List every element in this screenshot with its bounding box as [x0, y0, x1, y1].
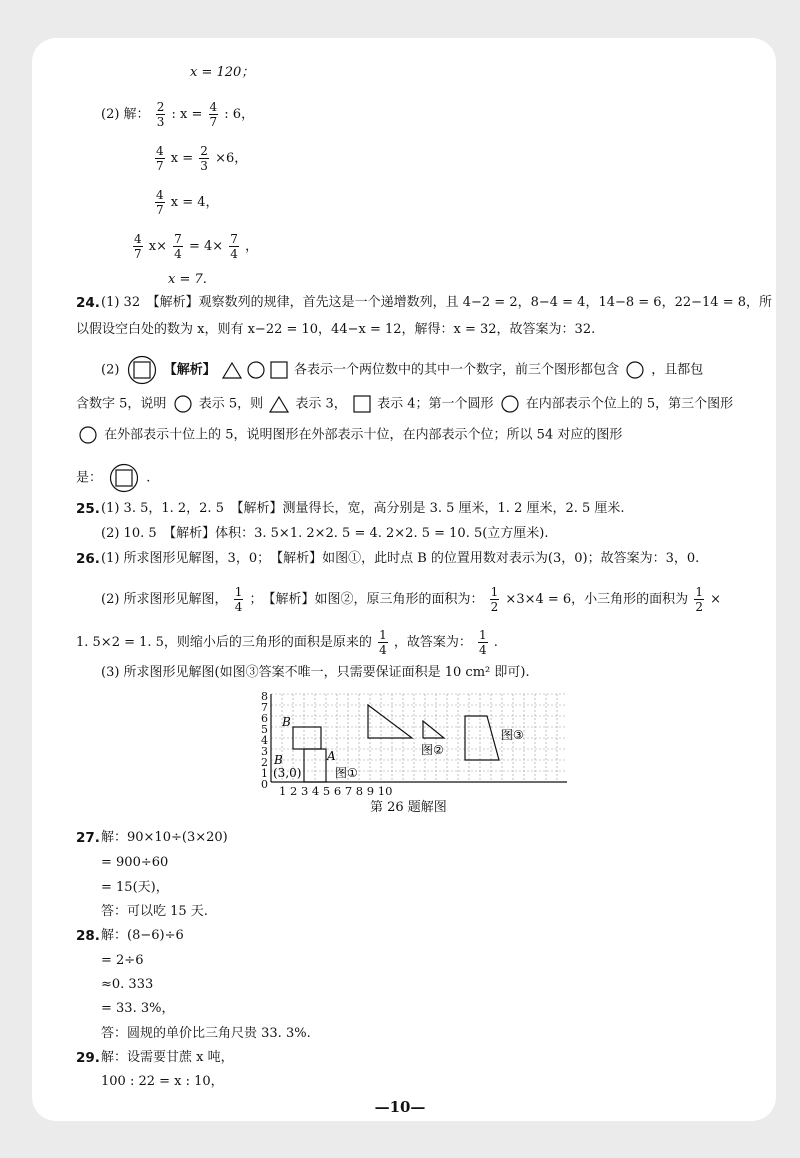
- question-number-26: 26.: [76, 551, 100, 567]
- y-tick-label: 6: [261, 712, 268, 725]
- fraction: $\frac{7}{4}$: [174, 232, 182, 261]
- triangle-icon: [269, 395, 289, 413]
- y-tick-label: 5: [261, 723, 268, 736]
- eq-line-2: (2) 解： $\frac{2}{3}$ : x = $\frac{4}{7}$ : 6，: [101, 100, 255, 129]
- triangle-icon: [222, 361, 242, 379]
- square-icon: [270, 361, 288, 379]
- grid-diagram: [255, 690, 575, 798]
- point-label-b: B: [282, 715, 291, 729]
- question-number-25: 25.: [76, 501, 100, 517]
- q24-line-c: (2) 【解析】 各表示一个两位数中的其中一个数字，前三个图形都包含 ，且都包: [101, 355, 703, 385]
- q26-line-b: (2) 所求图形见解图， $\frac{1}{4}$ ； 【解析】如图②，原三角形的面积为： $\frac{1}{2}$ ×3×4 = 6，小三角形的面积为 $\frac{1}{2}$ ×: [101, 585, 722, 614]
- q29-line-a: 解：设需要甘蔗 x 吨，: [101, 1050, 234, 1065]
- coordinate-label: (3,0): [273, 766, 302, 780]
- fraction: $\frac{2}{3}$: [156, 100, 165, 129]
- question-number-24: 24.: [76, 295, 100, 311]
- eq-line-6: x = 7.: [168, 272, 207, 287]
- circle-icon: [246, 361, 266, 379]
- circle-icon: [78, 426, 98, 444]
- circle-icon: [625, 361, 645, 379]
- circle-square-icon: [126, 355, 158, 385]
- q27-line-d: 答：可以吃 15 天.: [101, 904, 208, 919]
- page-number: —10—: [374, 1098, 426, 1116]
- fraction: $\frac{1}{2}$: [695, 585, 703, 614]
- q29-line-b: 100 : 22 = x : 10，: [101, 1074, 224, 1089]
- fraction: $\frac{1}{2}$: [490, 585, 499, 614]
- triangle-shape: [368, 705, 412, 738]
- y-tick-label: 7: [261, 701, 268, 714]
- fraction: $\frac{7}{4}$: [230, 232, 238, 261]
- fraction: $\frac{1}{4}$: [234, 585, 243, 614]
- y-tick-label: 0: [261, 778, 268, 791]
- q26-line-a: (1) 所求图形见解图，3，0； 【解析】如图①，此时点 B 的位置用数对表示为(3，0)；故答案为：3，0.: [101, 551, 700, 566]
- rectangle-shape: [304, 749, 326, 782]
- q28-line-e: 答：圆规的单价比三角尺贵 33. 3%.: [101, 1026, 311, 1041]
- figure-caption: 第 26 题解图: [370, 800, 447, 815]
- q28-line-a: 解：(8−6)÷6: [101, 928, 184, 943]
- y-tick-label: 1: [261, 767, 268, 780]
- q24-line-b: 以假设空白处的数为 x，则有 x−22 = 10，44−x = 12，解得：x = 32，故答案为：32.: [76, 322, 596, 337]
- q26-line-c: 1. 5×2 = 1. 5，则缩小后的三角形的面积是原来的 $\frac{1}{4}$ ，故答案为： $\frac{1}{4}$ .: [76, 628, 498, 657]
- q24-line-e: 在外部表示十位上的 5，说明图形在外部表示十位，在内部表示个位；所以 54 对应的图形: [76, 426, 622, 444]
- point-label-a: A: [327, 749, 336, 763]
- circle-icon: [173, 395, 193, 413]
- y-tick-labels: [261, 690, 268, 791]
- eq-line-5: $\frac{4}{7}$ x× $\frac{7}{4}$ = 4× $\frac{7}{4}$ ，: [134, 232, 259, 261]
- question-number-27: 27.: [76, 830, 100, 846]
- q24-line-d: 含数字 5，说明 表示 5，则 表示 3， 表示 4；第一个圆形 在内部表示个位上的 5，第三个图形: [76, 396, 734, 412]
- question-number-28: 28.: [76, 928, 100, 944]
- eq-line-1: x = 120；: [190, 65, 255, 80]
- triangle-shape: [423, 721, 444, 738]
- fraction: $\frac{4}{7}$: [156, 144, 164, 173]
- eq-line-3: $\frac{4}{7}$ x = $\frac{2}{3}$ ×6，: [156, 144, 248, 173]
- y-tick-label: 2: [261, 756, 268, 769]
- x-tick-labels: 1 2 3 4 5 6 7 8 9 10: [279, 784, 393, 798]
- circle-square-icon: [108, 463, 140, 493]
- q27-line-a: 解：90×10÷(3×20): [101, 830, 228, 845]
- figure-label-2: 图②: [421, 743, 444, 757]
- q28-line-d: = 33. 3%，: [101, 1001, 175, 1016]
- q26-line-d: (3) 所求图形见解图(如图③答案不唯一，只需要保证面积是 10 cm² 即可).: [101, 665, 530, 680]
- fraction: $\frac{4}{7}$: [156, 188, 164, 217]
- figure-label-1: 图①: [335, 766, 358, 780]
- figure-label-3: 图③: [501, 728, 524, 742]
- question-number-29: 29.: [76, 1050, 100, 1066]
- fraction: $\frac{4}{7}$: [209, 100, 218, 129]
- eq-line-4: $\frac{4}{7}$ x = 4，: [156, 188, 219, 217]
- fraction: $\frac{4}{7}$: [134, 232, 142, 261]
- q28-line-c: ≈0. 333: [101, 977, 154, 992]
- q24-line-a: (1) 32 【解析】观察数列的规律，首先这是一个递增数列，且 4−2 = 2，8−4 = 4，14−8 = 6，22−14 = 8，所: [101, 295, 772, 310]
- y-tick-label: 3: [261, 745, 268, 758]
- q28-line-b: = 2÷6: [101, 953, 144, 968]
- y-tick-label: 4: [261, 734, 268, 747]
- q27-line-c: = 15(天)，: [101, 880, 169, 895]
- fraction: $\frac{1}{4}$: [479, 628, 487, 657]
- fraction: $\frac{1}{4}$: [379, 628, 387, 657]
- y-tick-label: 8: [261, 690, 268, 703]
- q27-line-b: = 900÷60: [101, 855, 169, 870]
- q25-line-a: (1) 3. 5，1. 2，2. 5 【解析】测量得长，宽，高分别是 3. 5 厘米，1. 2 厘米，2. 5 厘米.: [101, 501, 625, 516]
- trapezoid-shape: [465, 716, 499, 760]
- q25-line-b: (2) 10. 5 【解析】体积：3. 5×1. 2×2. 5 = 4. 2×2. 5 = 10. 5(立方厘米).: [101, 526, 549, 541]
- page: [32, 38, 776, 1121]
- circle-icon: [500, 395, 520, 413]
- point-label-b: B: [274, 753, 283, 767]
- square-icon: [353, 395, 371, 413]
- q24-line-f: 是： .: [76, 463, 150, 493]
- fraction: $\frac{2}{3}$: [200, 144, 208, 173]
